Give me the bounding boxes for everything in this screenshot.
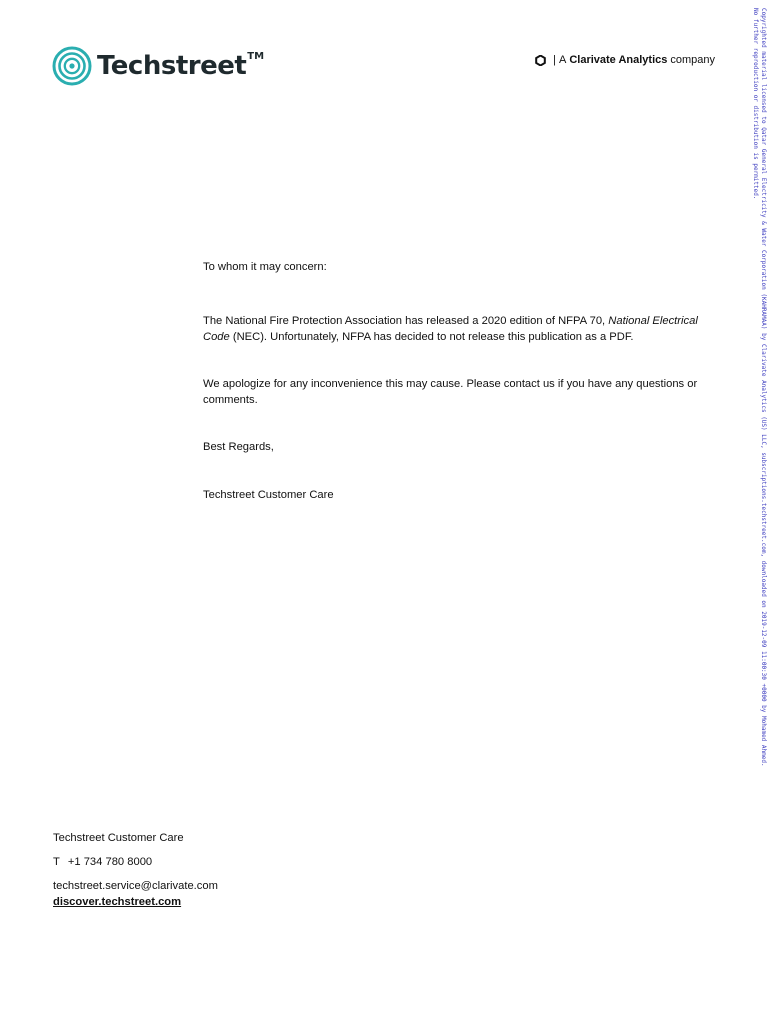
paragraph-apology: We apologize for any inconvenience this may cause. Please contact us if you have any questions or comments. bbox=[203, 378, 698, 406]
signature: Techstreet Customer Care bbox=[203, 489, 334, 501]
copyright-notice bbox=[751, 8, 767, 767]
copyright-line: Copyrighted material licensed to Qatar General Electricity & Water Corporation (KAHRAMAA) by Clarivate Analytics (US) LLC, subscriptions.techstreet.com, downloaded on 2019-12-09 11:00:30 +0000 by Mohamed Ahmed. bbox=[760, 8, 767, 767]
paragraph-text: The National Fire Protection Association has released a 2020 edition of NFPA 70, bbox=[203, 315, 609, 327]
company-suffix: company bbox=[670, 54, 715, 66]
footer-name: Techstreet Customer Care bbox=[53, 832, 184, 844]
techstreet-logo-icon bbox=[52, 46, 92, 86]
company-prefix: A bbox=[558, 54, 567, 66]
paragraph-text: (NEC). Unfortunately, NFPA has decided to not release this publication as a PDF. bbox=[229, 331, 634, 343]
footer-email: techstreet.service@clarivate.com bbox=[53, 880, 218, 892]
phone-number: +1 734 780 8000 bbox=[67, 856, 153, 868]
company-name: Clarivate Analytics bbox=[569, 54, 668, 66]
company-separator: | bbox=[553, 54, 556, 66]
closing: Best Regards, bbox=[203, 441, 274, 453]
website-link[interactable]: discover.techstreet.com bbox=[53, 896, 182, 908]
letter-body bbox=[203, 259, 718, 503]
footer-contact bbox=[53, 830, 218, 910]
paragraph-release-notice bbox=[203, 313, 718, 345]
phone-label: T bbox=[53, 856, 60, 868]
copyright-line: No further reproduction or distribution is permitted. bbox=[752, 8, 759, 200]
clarivate-logo-icon bbox=[535, 55, 546, 66]
brand-name: Techstreet bbox=[97, 51, 247, 81]
trademark-symbol: TM bbox=[247, 50, 265, 62]
footer-phone-row bbox=[53, 854, 218, 870]
techstreet-logo bbox=[52, 46, 264, 86]
publication-title: National Electrical Code bbox=[203, 315, 698, 343]
company-tagline bbox=[535, 54, 715, 66]
salutation: To whom it may concern: bbox=[203, 261, 327, 273]
